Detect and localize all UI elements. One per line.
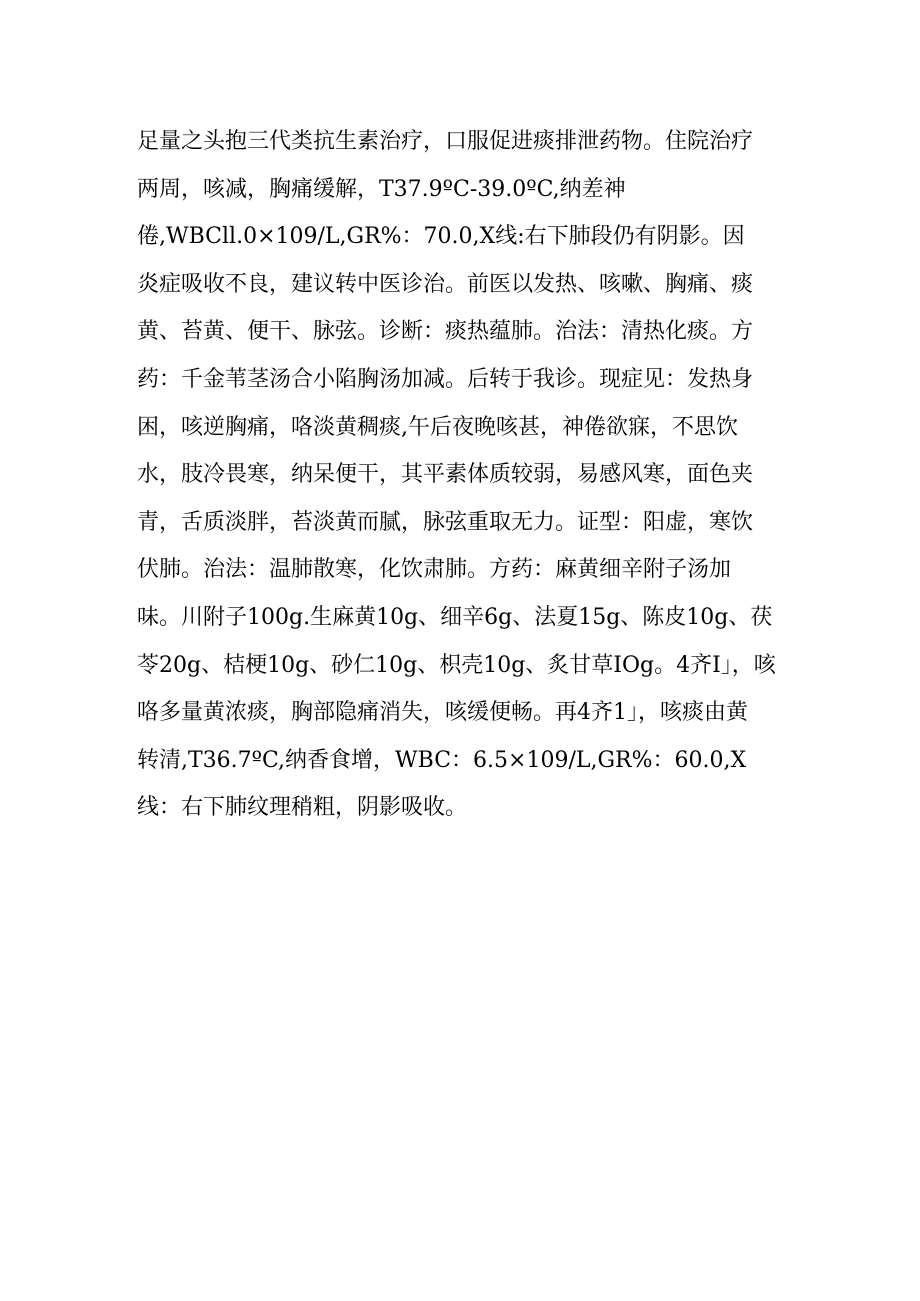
text-line: 线：右下肺纹理稍粗，阴影吸收。 [137, 795, 468, 821]
text-line: 倦,WBCll.0×109/L,GR%：70.0,X线:右下肺段仍有阴影。因 [137, 224, 745, 250]
case-record-text [137, 118, 797, 832]
text-line: 两周，咳减，胸痛缓解，T37.9ºC-39.0ºC,纳差神 [137, 176, 626, 202]
text-line: 困，咳逆胸痛，咯淡黄稠痰,午后夜晚咳甚，神倦欲寐，不思饮 [137, 414, 738, 440]
text-line: 咯多量黄浓痰，胸部隐痛消失，咳缓便畅。再4齐1」，咳痰由黄 [137, 700, 748, 726]
text-line: 伏肺。治法：温肺散寒，化饮肃肺。方药：麻黄细辛附子汤加 [137, 557, 732, 583]
text-line: 青，舌质淡胖，苔淡黄而腻，脉弦重取无力。证型：阳虚，寒饮 [137, 509, 754, 535]
text-line: 药：千金苇茎汤合小陷胸汤加减。后转于我诊。现症见：发热身 [137, 366, 754, 392]
text-line: 转清,T36.7ºC,纳香食增，WBC：6.5×109/L,GR%：60.0,X [137, 747, 747, 773]
text-line: 黄、苔黄、便干、脉弦。诊断：痰热蕴肺。治法：清热化痰。方 [137, 319, 754, 345]
text-line: 味。川附子100g.生麻黄10g、细辛6g、法夏15g、陈皮10g、茯 [137, 604, 773, 630]
text-line: 水，肢冷畏寒，纳呆便干，其平素体质较弱，易感风寒，面色夹 [137, 462, 754, 488]
text-line: 苓20g、桔梗10g、砂仁10g、枳壳10g、炙甘草IOg。4齐I」，咳 [137, 652, 776, 678]
text-line: 炎症吸收不良，建议转中医诊治。前医以发热、咳嗽、胸痛、痰 [137, 271, 754, 297]
text-line: 足量之头抱三代类抗生素治疗，口服促进痰排泄药物。住院治疗 [137, 129, 754, 154]
